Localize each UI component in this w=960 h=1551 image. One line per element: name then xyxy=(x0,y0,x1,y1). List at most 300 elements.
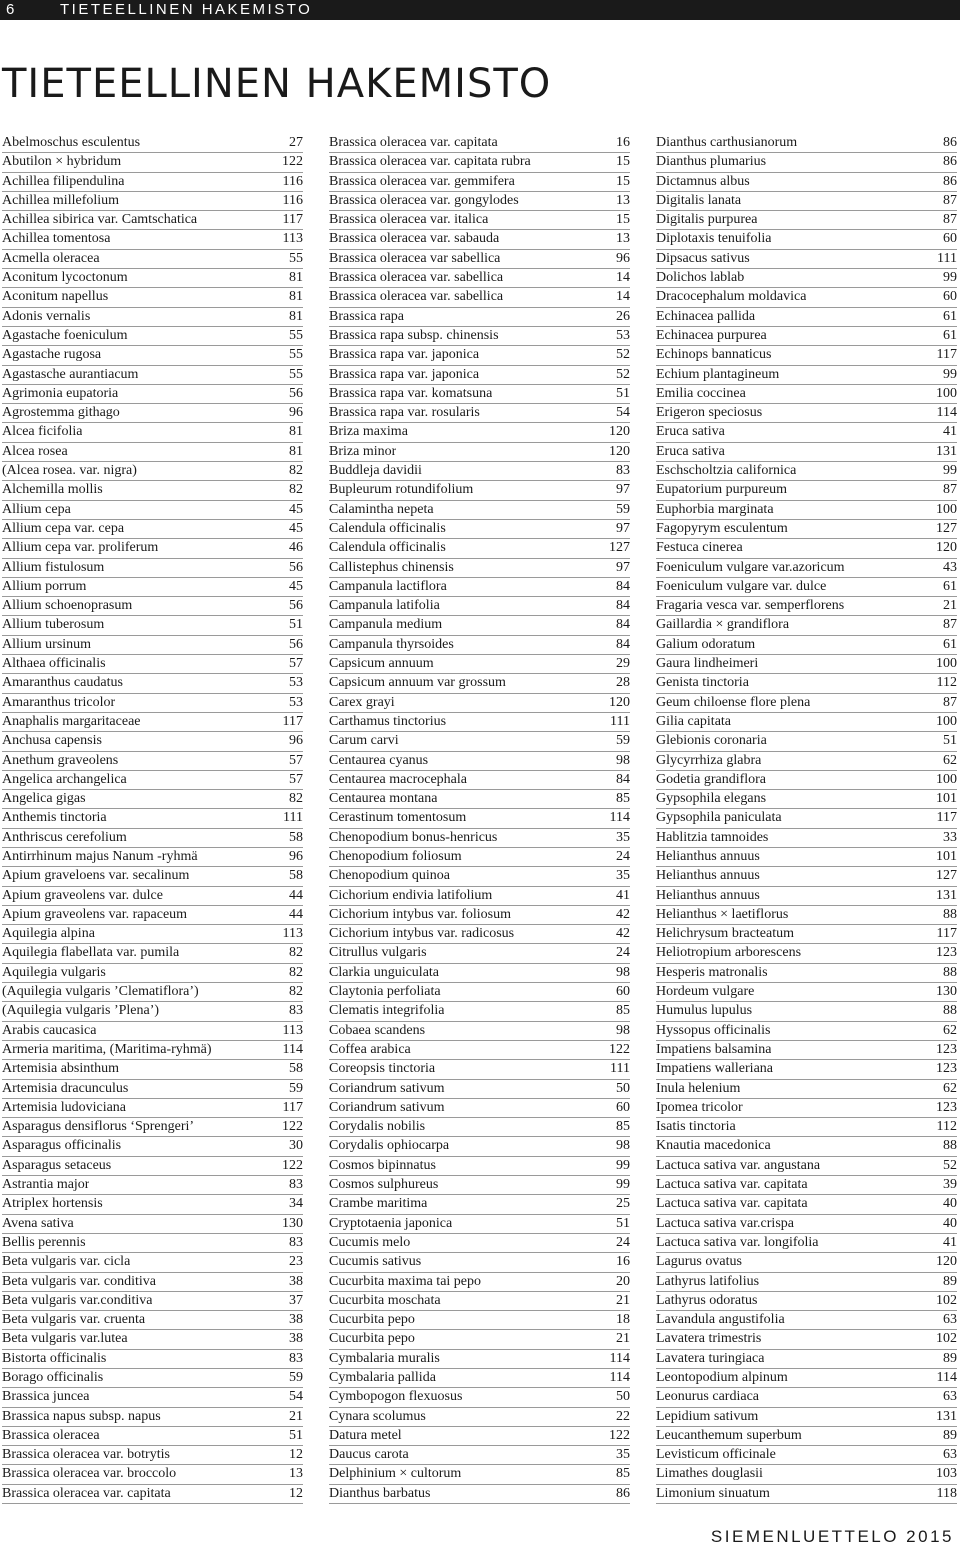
page-reference: 44 xyxy=(289,887,303,903)
index-entry xyxy=(2,404,303,423)
page-reference: 131 xyxy=(936,1408,957,1424)
page-reference: 117 xyxy=(936,926,957,942)
page-reference: 114 xyxy=(609,1350,630,1366)
page-reference: 122 xyxy=(609,1041,630,1057)
index-entry xyxy=(329,1080,630,1099)
page-reference: 61 xyxy=(943,327,957,343)
index-entry xyxy=(656,925,957,944)
index-entry xyxy=(2,520,303,539)
page-reference: 39 xyxy=(943,1177,957,1193)
page-reference: 16 xyxy=(616,1254,630,1270)
species-name: Calendula officinalis xyxy=(329,520,446,536)
page-reference: 51 xyxy=(289,617,303,633)
index-entry xyxy=(656,674,957,693)
index-entry xyxy=(656,1099,957,1118)
page-reference: 45 xyxy=(289,501,303,517)
page-reference: 60 xyxy=(943,231,957,247)
page-reference: 81 xyxy=(289,443,303,459)
page-reference: 35 xyxy=(616,829,630,845)
index-entry xyxy=(329,1388,630,1407)
index-entry xyxy=(2,887,303,906)
page-reference: 24 xyxy=(616,1234,630,1250)
index-entry xyxy=(329,308,630,327)
index-entry xyxy=(2,1002,303,1021)
species-name: Dianthus carthusianorum xyxy=(656,135,798,150)
page-reference: 53 xyxy=(289,694,303,710)
species-name: Lavatera trimestris xyxy=(656,1331,762,1347)
index-entry xyxy=(656,1408,957,1427)
index-entry xyxy=(2,713,303,732)
species-name: Eruca sativa xyxy=(656,424,725,440)
page-reference: 84 xyxy=(616,598,630,614)
index-entry xyxy=(329,346,630,365)
page-reference: 52 xyxy=(616,366,630,382)
index-entry xyxy=(329,1157,630,1176)
page-reference: 114 xyxy=(936,405,957,421)
index-entry xyxy=(2,1330,303,1349)
index-entry xyxy=(2,1118,303,1137)
index-entry xyxy=(656,308,957,327)
index-entry xyxy=(656,1350,957,1369)
species-name: Arabis caucasica xyxy=(2,1022,97,1038)
index-entry xyxy=(656,1080,957,1099)
page-reference: 100 xyxy=(936,385,957,401)
index-entry xyxy=(656,964,957,983)
index-entry xyxy=(2,944,303,963)
species-name: Apium graveolens var. dulce xyxy=(2,887,163,903)
species-name: Asparagus setaceus xyxy=(2,1157,112,1173)
species-name: Knautia macedonica xyxy=(656,1138,771,1154)
index-entry xyxy=(656,404,957,423)
index-entry xyxy=(656,211,957,230)
page-reference: 114 xyxy=(609,810,630,826)
page-reference: 96 xyxy=(289,733,303,749)
index-entry xyxy=(656,906,957,925)
index-entry xyxy=(2,481,303,500)
index-entry xyxy=(329,1465,630,1484)
index-entry xyxy=(329,423,630,442)
species-name: Astrantia major xyxy=(2,1177,90,1193)
species-name: Aquilegia flabellata var. pumila xyxy=(2,945,180,961)
index-entry xyxy=(329,906,630,925)
species-name: Campanula medium xyxy=(329,617,443,633)
page-reference: 82 xyxy=(289,791,303,807)
page-reference: 82 xyxy=(289,945,303,961)
species-name: Beta vulgaris var. cicla xyxy=(2,1254,131,1270)
species-name: Cucumis sativus xyxy=(329,1254,422,1270)
species-name: Anchusa capensis xyxy=(2,733,102,749)
page-reference: 127 xyxy=(936,520,957,536)
page-reference: 27 xyxy=(289,135,303,150)
page-reference: 89 xyxy=(943,1427,957,1443)
species-name: Brassica oleracea var. gemmifera xyxy=(329,173,515,189)
header-bar xyxy=(0,0,960,20)
page-reference: 114 xyxy=(282,1041,303,1057)
page-reference: 114 xyxy=(936,1370,957,1385)
page-reference: 51 xyxy=(616,1215,630,1231)
page-reference: 97 xyxy=(616,559,630,575)
page-reference: 40 xyxy=(943,1215,957,1231)
index-entry xyxy=(656,867,957,886)
index-entry xyxy=(656,501,957,520)
index-entry xyxy=(656,134,957,153)
page-reference: 120 xyxy=(936,1254,957,1270)
index-entry xyxy=(2,1485,303,1504)
page-reference: 97 xyxy=(616,482,630,498)
page-reference: 15 xyxy=(616,173,630,189)
species-name: Dictamnus albus xyxy=(656,173,750,189)
index-entry xyxy=(656,771,957,790)
species-name: Lathyrus odoratus xyxy=(656,1292,758,1308)
page-reference: 99 xyxy=(943,270,957,286)
page-reference: 120 xyxy=(936,540,957,556)
index-entry xyxy=(2,1041,303,1060)
species-name: Antirrhinum majus Nanum -ryhmä xyxy=(2,848,198,864)
page-reference: 123 xyxy=(936,1041,957,1057)
index-entry xyxy=(656,636,957,655)
page-reference: 113 xyxy=(282,926,303,942)
page-reference: 96 xyxy=(289,405,303,421)
page-reference: 38 xyxy=(289,1273,303,1289)
index-entry xyxy=(2,1157,303,1176)
page-reference: 62 xyxy=(943,1022,957,1038)
page-reference: 118 xyxy=(936,1485,957,1501)
header-section-title: TIETEELLINEN HAKEMISTO xyxy=(60,1,313,18)
index-entry xyxy=(2,597,303,616)
species-name: Helianthus × laetiflorus xyxy=(656,906,789,922)
index-entry xyxy=(2,732,303,751)
species-name: Fagopyrym esculentum xyxy=(656,520,788,536)
species-name: Buddleja davidii xyxy=(329,463,422,479)
index-entry xyxy=(2,230,303,249)
species-name: Achillea filipendulina xyxy=(2,173,125,189)
index-entry xyxy=(656,539,957,558)
species-name: Dianthus barbatus xyxy=(329,1485,431,1501)
index-entry xyxy=(329,153,630,172)
page-reference: 16 xyxy=(616,135,630,150)
index-entry xyxy=(329,713,630,732)
page-reference: 21 xyxy=(289,1408,303,1424)
index-entry xyxy=(656,1002,957,1021)
page-reference: 55 xyxy=(289,250,303,266)
species-name: Bistorta officinalis xyxy=(2,1350,107,1366)
index-entry xyxy=(329,559,630,578)
species-name: Carex grayi xyxy=(329,694,395,710)
species-name: Beta vulgaris var. conditiva xyxy=(2,1273,156,1289)
species-name: Brassica oleracea xyxy=(2,1427,100,1443)
index-entry xyxy=(2,790,303,809)
page-reference: 85 xyxy=(616,1119,630,1135)
species-name: Bellis perennis xyxy=(2,1234,86,1250)
species-name: Achillea millefolium xyxy=(2,192,120,208)
page-reference: 51 xyxy=(943,733,957,749)
index-entry xyxy=(329,404,630,423)
page-reference: 59 xyxy=(616,733,630,749)
page-reference: 54 xyxy=(616,405,630,421)
index-entry xyxy=(329,1234,630,1253)
page-reference: 20 xyxy=(616,1273,630,1289)
index-entry xyxy=(329,771,630,790)
page-reference: 50 xyxy=(616,1080,630,1096)
page-reference: 33 xyxy=(943,829,957,845)
species-name: Abelmoschus esculentus xyxy=(2,135,141,150)
page-reference: 113 xyxy=(282,231,303,247)
species-name: Brassica napus subsp. napus xyxy=(2,1408,161,1424)
species-name: Beta vulgaris var.lutea xyxy=(2,1331,128,1347)
page-reference: 24 xyxy=(616,945,630,961)
species-name: Alchemilla mollis xyxy=(2,482,103,498)
index-entry xyxy=(656,1234,957,1253)
index-entry xyxy=(329,597,630,616)
index-entry xyxy=(329,944,630,963)
species-name: Echinacea pallida xyxy=(656,308,756,324)
species-name: Brassica oleracea var sabellica xyxy=(329,250,501,266)
page-reference: 98 xyxy=(616,752,630,768)
page-reference: 82 xyxy=(289,984,303,1000)
species-name: Impatiens walleriana xyxy=(656,1061,774,1077)
index-column-2 xyxy=(329,134,630,1504)
page-reference: 62 xyxy=(943,1080,957,1096)
index-entry xyxy=(329,385,630,404)
index-entry xyxy=(2,906,303,925)
page-reference: 87 xyxy=(943,617,957,633)
species-name: Fragaria vesca var. semperflorens xyxy=(656,598,845,614)
species-name: Centaurea montana xyxy=(329,791,438,807)
index-entry xyxy=(656,269,957,288)
species-name: Digitalis purpurea xyxy=(656,212,758,228)
index-entry xyxy=(2,809,303,828)
species-name: Leontopodium alpinum xyxy=(656,1370,788,1385)
page-reference: 42 xyxy=(616,926,630,942)
index-entry xyxy=(2,1388,303,1407)
page-reference: 111 xyxy=(610,1061,630,1077)
index-entry xyxy=(656,809,957,828)
species-name: Cymbalaria muralis xyxy=(329,1350,440,1366)
page-reference: 86 xyxy=(943,173,957,189)
species-name: Anthriscus cerefolium xyxy=(2,829,127,845)
species-name: Campanula latifolia xyxy=(329,598,440,614)
index-entry xyxy=(656,655,957,674)
index-entry xyxy=(329,1041,630,1060)
index-entry xyxy=(656,366,957,385)
species-name: Cichorium endivia latifolium xyxy=(329,887,493,903)
page-title: TIETEELLINEN HAKEMISTO xyxy=(2,61,552,107)
species-name: Brassica rapa var. japonica xyxy=(329,347,480,363)
page-reference: 46 xyxy=(289,540,303,556)
page-reference: 97 xyxy=(616,520,630,536)
page-reference: 81 xyxy=(289,308,303,324)
index-entry xyxy=(2,1253,303,1272)
index-entry xyxy=(656,790,957,809)
page-reference: 111 xyxy=(937,250,957,266)
index-entry xyxy=(656,597,957,616)
index-entry xyxy=(2,867,303,886)
index-entry xyxy=(2,1427,303,1446)
species-name: Cichorium intybus var. radicosus xyxy=(329,926,515,942)
index-entry xyxy=(656,848,957,867)
page-reference: 122 xyxy=(282,1157,303,1173)
species-name: Erigeron speciosus xyxy=(656,405,763,421)
index-entry xyxy=(329,867,630,886)
index-entry xyxy=(656,423,957,442)
index-entry xyxy=(656,1273,957,1292)
species-name: Aconitum lycoctonum xyxy=(2,270,128,286)
index-entry xyxy=(2,559,303,578)
page-reference: 113 xyxy=(282,1022,303,1038)
page-reference: 41 xyxy=(943,424,957,440)
index-entry xyxy=(2,1465,303,1484)
page-reference: 60 xyxy=(616,1099,630,1115)
page-reference: 88 xyxy=(943,1138,957,1154)
species-name: Foeniculum vulgare var. dulce xyxy=(656,578,827,594)
species-name: Galium odoratum xyxy=(656,636,756,652)
index-entry xyxy=(656,1446,957,1465)
page-reference: 83 xyxy=(289,1003,303,1019)
page-reference: 117 xyxy=(282,1099,303,1115)
species-name: Brassica rapa var. rosularis xyxy=(329,405,480,421)
page-reference: 38 xyxy=(289,1331,303,1347)
page-reference: 100 xyxy=(936,656,957,672)
species-name: Alcea ficifolia xyxy=(2,424,83,440)
page-reference: 99 xyxy=(943,463,957,479)
index-entry xyxy=(329,616,630,635)
page-reference: 26 xyxy=(616,308,630,324)
index-entry xyxy=(2,211,303,230)
index-entry xyxy=(2,346,303,365)
page-reference: 56 xyxy=(289,636,303,652)
species-name: Citrullus vulgaris xyxy=(329,945,427,961)
species-name: Leonurus cardiaca xyxy=(656,1389,759,1405)
species-name: Glycyrrhiza glabra xyxy=(656,752,762,768)
page-reference: 123 xyxy=(936,1099,957,1115)
species-name: Althaea officinalis xyxy=(2,656,106,672)
species-name: Chenopodium bonus-henricus xyxy=(329,829,498,845)
species-name: Anthemis tinctoria xyxy=(2,810,107,826)
species-name: Aquilegia alpina xyxy=(2,926,95,942)
page-reference: 63 xyxy=(943,1389,957,1405)
page-reference: 60 xyxy=(943,289,957,305)
page-reference: 35 xyxy=(616,1447,630,1463)
species-name: Eruca sativa xyxy=(656,443,725,459)
species-name: Digitalis lanata xyxy=(656,192,742,208)
species-name: Isatis tinctoria xyxy=(656,1119,736,1135)
page-reference: 122 xyxy=(282,154,303,170)
page-reference: 85 xyxy=(616,1466,630,1482)
index-entry xyxy=(656,1157,957,1176)
page-reference: 85 xyxy=(616,1003,630,1019)
page-reference: 24 xyxy=(616,848,630,864)
species-name: Lactuca sativa var. angustana xyxy=(656,1157,821,1173)
species-name: Hyssopus officinalis xyxy=(656,1022,771,1038)
species-name: Geum chiloense flore plena xyxy=(656,694,811,710)
species-name: Leucanthemum superbum xyxy=(656,1427,802,1443)
index-entry xyxy=(2,829,303,848)
page-reference: 85 xyxy=(616,791,630,807)
page-reference: 122 xyxy=(282,1119,303,1135)
species-name: Artemisia dracunculus xyxy=(2,1080,129,1096)
species-name: Lactuca sativa var.crispa xyxy=(656,1215,794,1231)
species-name: Achillea tomentosa xyxy=(2,231,111,247)
species-name: Inula helenium xyxy=(656,1080,741,1096)
index-entry xyxy=(2,1099,303,1118)
species-name: Avena sativa xyxy=(2,1215,74,1231)
species-name: Dianthus plumarius xyxy=(656,154,767,170)
species-name: Chenopodium quinoa xyxy=(329,868,450,884)
species-name: Clarkia unguiculata xyxy=(329,964,440,980)
page-reference: 99 xyxy=(943,366,957,382)
species-name: Centaurea macrocephala xyxy=(329,771,467,787)
page-reference: 82 xyxy=(289,463,303,479)
species-name: Allium schoenoprasum xyxy=(2,598,133,614)
index-entry xyxy=(329,694,630,713)
species-name: Gypsophila paniculata xyxy=(656,810,782,826)
page-reference: 54 xyxy=(289,1389,303,1405)
species-name: Asparagus officinalis xyxy=(2,1138,122,1154)
species-name: Gypsophila elegans xyxy=(656,791,767,807)
index-entry xyxy=(656,1195,957,1214)
index-entry xyxy=(329,887,630,906)
page-reference: 127 xyxy=(609,540,630,556)
index-entry xyxy=(329,1350,630,1369)
index-entry xyxy=(2,1176,303,1195)
index-entry xyxy=(2,192,303,211)
page-reference: 12 xyxy=(289,1485,303,1501)
page-reference: 43 xyxy=(943,559,957,575)
species-name: Eupatorium purpureum xyxy=(656,482,788,498)
page-reference: 120 xyxy=(609,424,630,440)
index-entry xyxy=(329,983,630,1002)
species-name: Daucus carota xyxy=(329,1447,409,1463)
page-reference: 21 xyxy=(943,598,957,614)
page-reference: 52 xyxy=(943,1157,957,1173)
page-reference: 50 xyxy=(616,1389,630,1405)
species-name: Cobaea scandens xyxy=(329,1022,426,1038)
index-entry xyxy=(2,983,303,1002)
index-column-1 xyxy=(2,134,303,1504)
index-entry xyxy=(329,752,630,771)
species-name: Cymbopogon flexuosus xyxy=(329,1389,463,1405)
page-reference: 120 xyxy=(609,443,630,459)
page-reference: 82 xyxy=(289,482,303,498)
page-reference: 84 xyxy=(616,771,630,787)
species-name: Helianthus annuus xyxy=(656,848,760,864)
species-name: Brassica oleracea var. broccolo xyxy=(2,1466,177,1482)
page-reference: 88 xyxy=(943,1003,957,1019)
index-entry xyxy=(2,308,303,327)
species-name: Brassica oleracea var. sabellica xyxy=(329,289,504,305)
index-entry xyxy=(329,192,630,211)
species-name: Coriandrum sativum xyxy=(329,1080,445,1096)
index-entry xyxy=(656,1311,957,1330)
species-name: Dipsacus sativus xyxy=(656,250,750,266)
species-name: Cryptotaenia japonica xyxy=(329,1215,453,1231)
index-entry xyxy=(656,327,957,346)
species-name: Claytonia perfoliata xyxy=(329,984,441,1000)
index-entry xyxy=(329,1408,630,1427)
species-name: Limonium sinuatum xyxy=(656,1485,770,1501)
species-name: Briza maxima xyxy=(329,424,408,440)
page-reference: 15 xyxy=(616,212,630,228)
species-name: Eschscholtzia californica xyxy=(656,463,797,479)
page-reference: 127 xyxy=(936,868,957,884)
index-entry xyxy=(656,829,957,848)
index-entry xyxy=(656,1022,957,1041)
species-name: Brassica rapa var. japonica xyxy=(329,366,480,382)
page-reference: 51 xyxy=(616,385,630,401)
species-name: Echinacea purpurea xyxy=(656,327,767,343)
index-entry xyxy=(329,578,630,597)
index-entry xyxy=(329,230,630,249)
